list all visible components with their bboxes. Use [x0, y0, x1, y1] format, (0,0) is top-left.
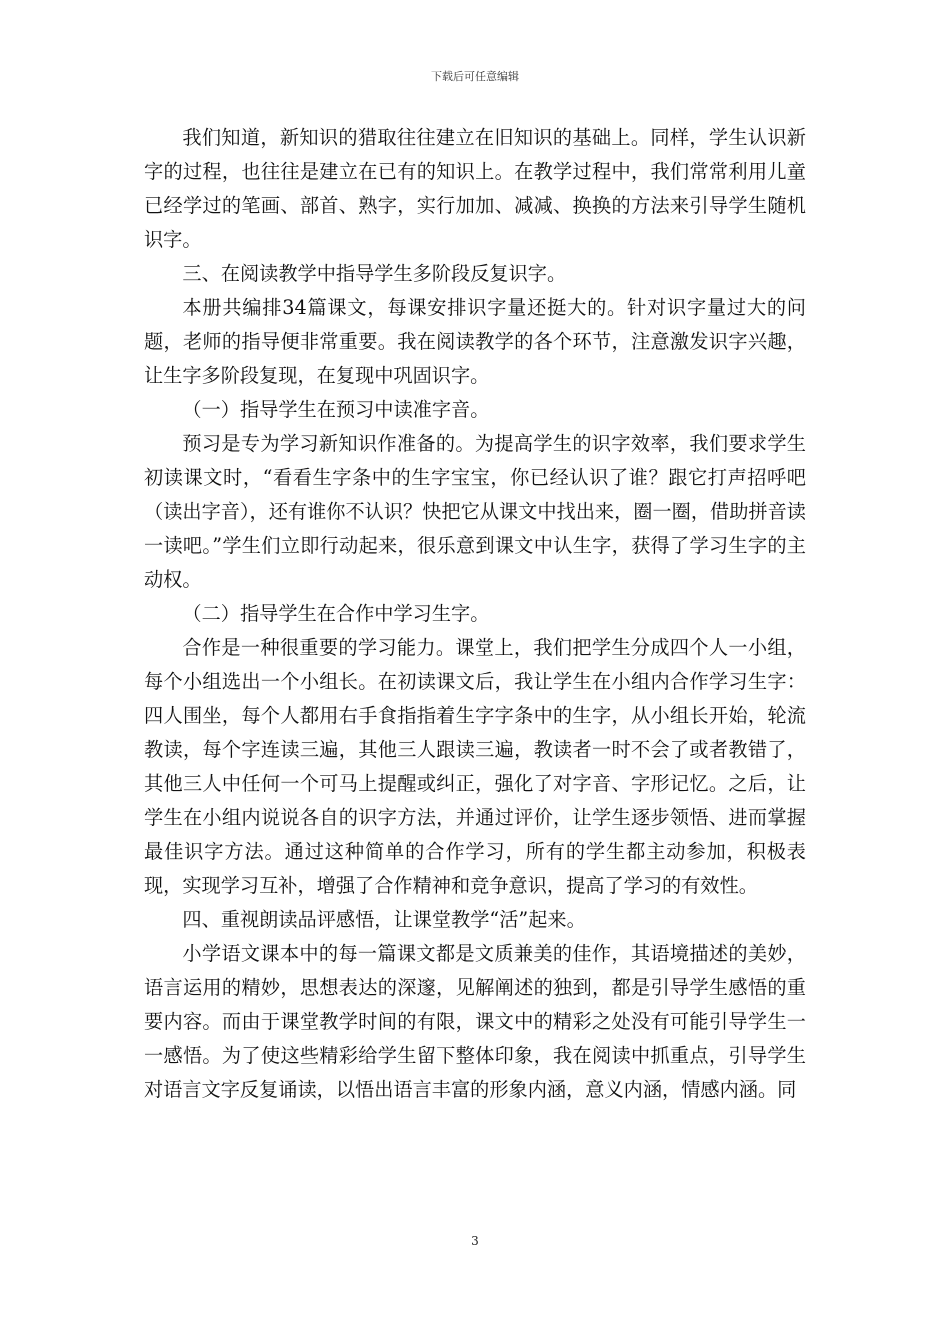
page-number: 3 [471, 1234, 479, 1248]
paragraph: 小学语文课本中的每一篇课文都是文质兼美的佳作，其语境描述的美妙，语言运用的精妙，思想表达的深邃，见解阐述的独到，都是引导学生感悟的重要内容。而由于课堂教学时间的有限，课文中的精彩之处没有可能引导学生一一感悟。为了使这些精彩给学生留下整体印象，我在阅读中抓重点，引导学生对语言文字反复诵读，以悟出语言丰富的形象内涵，意义内涵，情感内涵。同 [144, 942, 806, 1101]
paragraph: 合作是一种很重要的学习能力。课堂上，我们把学生分成四个人一小组，每个小组选出一个小组长。在初读课文后，我让学生在小组内合作学习生字：四人围坐，每个人都用右手食指指着生字字条中的生字，从小组长开始，轮流教读，每个字连读三遍，其他三人跟读三遍，教读者一时不会了或者教错了，其他三人中任何一个可马上提醒或纠正，强化了对字音、字形记忆。之后，让学生在小组内说说各自的识字方法，并通过评价，让学生逐步领悟、进而掌握最佳识字方法。通过这种简单的合作学习，所有的学生都主动参加，积极表现，实现学习互补，增强了合作精神和竞争意识，提高了学习的有效性。 [144, 636, 806, 897]
paragraph: 本册共编排34篇课文，每课安排识字量还挺大的。针对识字量过大的问题，老师的指导便非常重要。我在阅读教学的各个环节，注意激发识字兴趣，让生字多阶段复现，在复现中巩固识字。 [144, 296, 806, 387]
paragraph: 预习是专为学习新知识作准备的。为提高学生的识字效率，我们要求学生初读课文时，“看看生字条中的生字宝宝，你已经认识了谁？跟它打声招呼吧（读出字音），还有谁你不认识？快把它从课文中找出来，圈一圈，借助拼音读一读吧。”学生们立即行动起来，很乐意到课文中认生字，获得了学习生字的主动权。 [144, 432, 806, 591]
subsection-heading: （一）指导学生在预习中读准字音。 [182, 398, 490, 421]
paragraph: 我们知道，新知识的猎取往往建立在旧知识的基础上。同样，学生认识新字的过程，也往往是建立在已有的知识上。在教学过程中，我们常常利用儿童已经学过的笔画、部首、熟字，实行加加、减减、换换的方法来引导学生随机识字。 [144, 126, 806, 251]
section-heading: 三、在阅读教学中指导学生多阶段反复识字。 [182, 262, 567, 285]
page-header: 下载后可任意编辑 [431, 70, 519, 83]
subsection-heading: （二）指导学生在合作中学习生字。 [182, 602, 490, 625]
document-body [144, 121, 806, 1107]
section-heading: 四、重视朗读品评感悟，让课堂教学“活”起来。 [182, 908, 586, 931]
